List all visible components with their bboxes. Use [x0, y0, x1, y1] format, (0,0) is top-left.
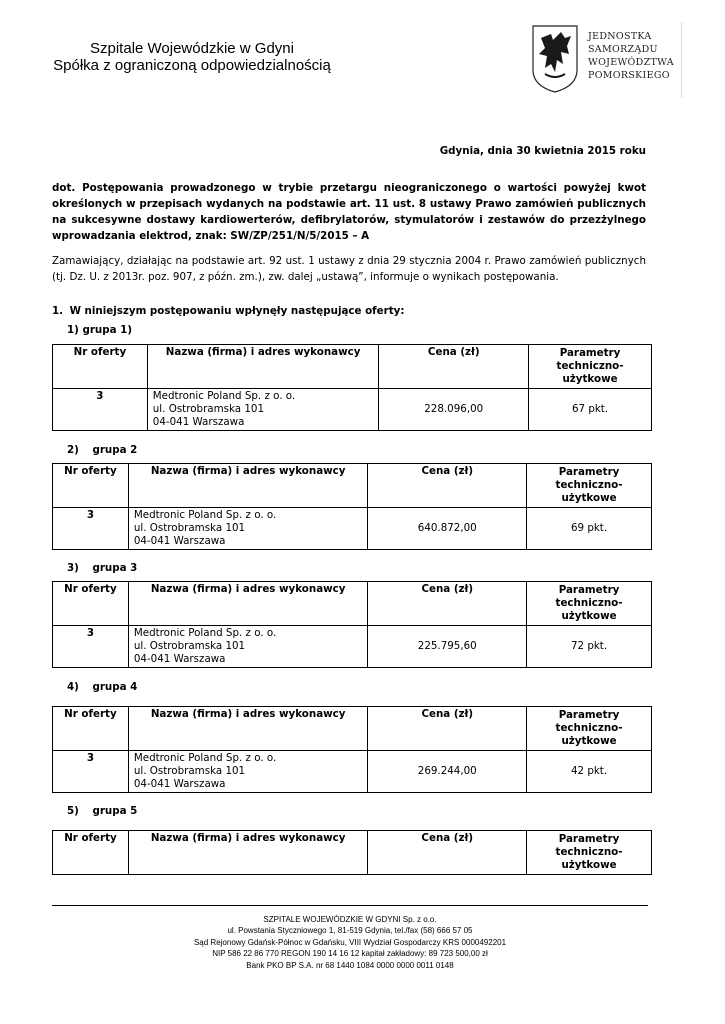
contractor-line: ul. Ostrobramska 101	[152, 403, 265, 415]
cell-contractor	[128, 751, 368, 793]
offers-table	[52, 830, 652, 875]
header-name: Nazwa (firma) i adres wykonawcy	[147, 345, 379, 389]
cell-contractor	[128, 626, 368, 668]
contractor-line: 04-041 Warszawa	[133, 535, 226, 547]
contractor-line: ul. Ostrobramska 101	[133, 522, 246, 534]
cell-params: 67 pkt.	[529, 389, 652, 431]
cell-nr: 3	[53, 751, 129, 793]
contractor-line: ul. Ostrobramska 101	[133, 640, 246, 652]
logo-text	[588, 30, 674, 82]
contractor-line: Medtronic Poland Sp. z o. o.	[133, 627, 277, 639]
organization-name-line2: Spółka z ograniczoną odpowiedzialnością	[53, 57, 331, 74]
group-heading	[67, 324, 132, 336]
offers-table	[52, 706, 652, 793]
table-row	[53, 751, 652, 793]
header-nr: Nr oferty	[53, 464, 129, 508]
cell-nr: 3	[53, 626, 129, 668]
group-heading	[67, 562, 137, 574]
header-params: Parametry techniczno-użytkowe	[527, 464, 652, 508]
cell-price: 228.096,00	[379, 389, 529, 431]
group-label: 5)	[67, 805, 79, 817]
offers-table	[52, 344, 652, 431]
header-nr: Nr oferty	[53, 707, 129, 751]
contractor-line: Medtronic Poland Sp. z o. o.	[133, 509, 277, 521]
header-name: Nazwa (firma) i adres wykonawcy	[128, 464, 368, 508]
cell-params: 69 pkt.	[527, 508, 652, 550]
header-params: Parametry techniczno-użytkowe	[527, 831, 652, 875]
contractor-line: 04-041 Warszawa	[152, 416, 245, 428]
table-header-row	[53, 831, 652, 875]
section-title: W niniejszym postępowaniu wpłynęły następujące oferty:	[69, 305, 405, 317]
cell-params: 42 pkt.	[527, 751, 652, 793]
group-name: grupa 1)	[82, 324, 133, 336]
table-header-row	[53, 464, 652, 508]
document-date: Gdynia, dnia 30 kwietnia 2015 roku	[439, 145, 646, 157]
cell-nr: 3	[53, 508, 129, 550]
footer	[52, 914, 648, 971]
organization-name-line1: Szpitale Wojewódzkie w Gdyni	[90, 40, 294, 57]
header-price: Cena (zł)	[368, 582, 527, 626]
footer-line: Sąd Rejonowy Gdańsk-Północ w Gdańsku, VIII Wydział Gospodarczy KRS 0000492201	[193, 937, 507, 947]
group-heading	[67, 444, 137, 456]
group-name: grupa 3	[92, 562, 138, 574]
header-nr: Nr oferty	[53, 345, 148, 389]
table-row	[53, 626, 652, 668]
header-name: Nazwa (firma) i adres wykonawcy	[128, 831, 368, 875]
table-row	[53, 508, 652, 550]
griffin-emblem-icon	[531, 24, 579, 94]
group-label: 4)	[67, 681, 79, 693]
header-name: Nazwa (firma) i adres wykonawcy	[128, 582, 368, 626]
header-price: Cena (zł)	[368, 707, 527, 751]
header-params: Parametry techniczno-użytkowe	[527, 707, 652, 751]
regional-government-logo	[527, 22, 682, 98]
group-heading	[67, 681, 137, 693]
contractor-line: 04-041 Warszawa	[133, 653, 226, 665]
cell-price: 640.872,00	[368, 508, 527, 550]
logo-text-line: SAMORZĄDU	[588, 44, 658, 55]
footer-line: NIP 586 22 86 770 REGON 190 14 16 12 kapitał zakładowy: 89 723 500,00 zł	[212, 949, 488, 959]
header-name: Nazwa (firma) i adres wykonawcy	[128, 707, 368, 751]
group-label: 1)	[67, 324, 79, 336]
contractor-line: 04-041 Warszawa	[133, 778, 226, 790]
table-row	[53, 389, 652, 431]
header-nr: Nr oferty	[53, 831, 129, 875]
group-heading	[67, 805, 137, 817]
header-price: Cena (zł)	[379, 345, 529, 389]
header-price: Cena (zł)	[368, 464, 527, 508]
group-name: grupa 2	[92, 444, 138, 456]
cell-nr: 3	[53, 389, 148, 431]
group-label: 3)	[67, 562, 79, 574]
offers-table	[52, 463, 652, 550]
header-params: Parametry techniczno-użytkowe	[527, 582, 652, 626]
header-nr: Nr oferty	[53, 582, 129, 626]
group-label: 2)	[67, 444, 79, 456]
logo-text-line: JEDNOSTKA	[588, 31, 652, 42]
cell-price: 225.795,60	[368, 626, 527, 668]
contractor-line: Medtronic Poland Sp. z o. o.	[152, 390, 296, 402]
contractor-line: Medtronic Poland Sp. z o. o.	[133, 752, 277, 764]
footer-line: Bank PKO BP S.A. nr 68 1440 1084 0000 0000 0011 0148	[246, 960, 454, 970]
cell-contractor	[147, 389, 379, 431]
header-price: Cena (zł)	[368, 831, 527, 875]
section-number: 1.	[52, 305, 64, 317]
group-name: grupa 4	[92, 681, 138, 693]
subject-paragraph: dot. Postępowania prowadzonego w trybie przetargu nieograniczonego o wartości powyżej kwot określonych w przepisach wydanych na podstawie art. 11 ust. 8 ustawy Prawo zamówień publicznych na sukcesywne dostawy kardiowerterów, defibrylatorów, stymulatorów i zestawów do przezżylnego wprowadzania elektrod, znak: SW/ZP/251/N/5/2015 – A	[52, 182, 646, 242]
footer-line: SZPITALE WOJEWÓDZKIE W GDYNI Sp. z o.o.	[263, 915, 437, 924]
contractor-line: ul. Ostrobramska 101	[133, 765, 246, 777]
table-header-row	[53, 707, 652, 751]
section-heading	[52, 305, 404, 317]
cell-params: 72 pkt.	[527, 626, 652, 668]
footer-line: ul. Powstania Styczniowego 1, 81-519 Gdynia, tel./fax (58) 666 57 05	[227, 926, 473, 936]
footer-divider	[52, 905, 648, 906]
intro-paragraph: Zamawiający, działając na podstawie art. 92 ust. 1 ustawy z dnia 29 stycznia 2004 r. Prawo zamówień publicznych (tj. Dz. U. z 2013r. poz. 907, z późn. zm.), zw. dalej „ustawą”, informuje o wynikach postępowania.	[52, 255, 646, 283]
table-header-row	[53, 345, 652, 389]
logo-text-line: POMORSKIEGO	[588, 70, 670, 81]
logo-text-line: WOJEWÓDZTWA	[588, 57, 674, 68]
offers-table	[52, 581, 652, 668]
header-params: Parametry techniczno-użytkowe	[529, 345, 652, 389]
group-name: grupa 5	[92, 805, 138, 817]
table-header-row	[53, 582, 652, 626]
cell-contractor	[128, 508, 368, 550]
organization-name	[52, 40, 332, 74]
cell-price: 269.244,00	[368, 751, 527, 793]
